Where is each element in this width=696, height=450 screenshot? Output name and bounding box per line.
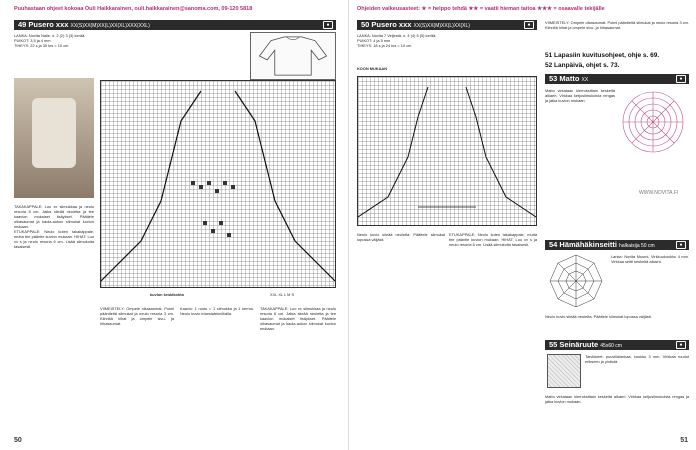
left-text-col4: TAKAKAPPALE: Luo xx silmukkaa ja neulo resoria 8 cm. Jatka sileää neuletta ja tee kaavion mukaiset lisäykset. Päättele olkasaumat ja kaula-aukon silmukat kuvion mukaan. <box>260 306 336 331</box>
size-label-s: S <box>291 292 295 297</box>
size-label-xxl: XXL <box>270 292 278 297</box>
camera-icon: ● <box>524 21 534 29</box>
pattern-50-continued: VIIMEISTELY: Ompele olkasaumat. Poimi pääntieltä silmukat ja neulo resoria 3 cm. Kiinnitä hihat ja ompele sivu- ja hihasaumat. <box>545 20 689 30</box>
left-page-header: Puuhastaan ohjeet kokoaa Ouli Haikkarainen, ouli.haikkarainen@sanoma.com, 09-120 5818 <box>14 6 253 12</box>
left-text-col3: Kaavio: 1 ruutu = 1 silmukka ja 1 kerros. Neulo kuvio intarsiatekniikalla. <box>180 306 254 316</box>
pattern-55-detail: 45x60 cm <box>600 343 622 349</box>
pattern-55-title-bar <box>545 340 689 350</box>
pattern-53-number: 53 Matto <box>549 74 580 83</box>
pattern-49-sizes: XX(S)XX(M)XX(L)XX(XL)XXX(XXL) <box>70 23 150 29</box>
square-motif <box>547 354 581 388</box>
right-page <box>348 0 696 450</box>
size-label-l: L <box>284 292 287 297</box>
needles-text: PUIKOT: 4 ja 5 mm <box>357 38 391 43</box>
left-text-col2: VIIMEISTELY: Ompele olkasaumat. Poimi pääntieltä silmukat ja neulo resoria 3 cm. Kiinnitä hihat ja ompele sivu- ja hihasaumat. <box>100 306 174 326</box>
right-page-number: 51 <box>680 437 688 444</box>
pattern-chart <box>100 80 336 288</box>
pattern-55-text: Tarvikkeet: puuvillalankaa, koukku 3 mm. Virkkaa ruudut erikseen ja yhdistä. <box>585 354 689 364</box>
pattern-49-title-bar <box>14 20 336 30</box>
pattern-49-number: 49 Pusero xxx <box>18 20 69 29</box>
right-text-col2: ETUKAPPALE: Neulo kuten takakappale, mutta tee pääntie kuvion mukaan. HIHAT: Luo xx s ja neulo resoria 6 cm. Lisää silmukoita tasaisesti. <box>449 232 537 247</box>
pattern-49-specs <box>14 33 234 73</box>
chart-center-label: kuvion keskikohta <box>150 292 184 297</box>
pattern-54-title-bar <box>545 240 689 250</box>
rug-diagram <box>617 88 689 156</box>
camera-icon: ● <box>676 241 686 249</box>
gauge-text: TIHEYS: 18 s ja 24 krs = 10 cm <box>357 43 412 48</box>
chart-title: KOON MUKAAN <box>357 66 388 71</box>
front-instructions: ETUKAPPALE: Neulo kuten takakappale, mutta tee pääntie kuvion mukaan. HIHAT: Luo xx s ja neulo resoria 6 cm. Lisää silmukoita tasaisesti. <box>14 229 94 249</box>
materials-text: LANKA: Novita Nalle, n. 2 (2) 3 (3) kerää. <box>14 33 86 38</box>
left-page-number: 50 <box>14 437 22 444</box>
right-text-col1: Neulo kuvio sileää neuletta. Päättele silmukat lopussa väljästi. <box>357 232 445 242</box>
pattern-54-more: Neulo kuvio sileää neuletta. Päättele silmukat lopussa väljästi. <box>545 314 652 319</box>
pattern-50-title-bar <box>357 20 537 30</box>
size-label-m: M <box>287 292 291 297</box>
pattern-52-title: 52 Lanpäivä, ohjet s. 73. <box>545 62 620 69</box>
pattern-55-number: 55 Seinäruute <box>549 340 599 349</box>
pattern-50-sizes: XX(S)XX(M)XX(L)XX(XL) <box>413 23 470 29</box>
watermark-stamp: WWW.NOVITA.FI <box>639 190 679 196</box>
pattern-50-number: 50 Pusero xxx <box>361 20 412 29</box>
size-label-xl: XL <box>278 292 283 297</box>
pattern-54-text: Lanka: Novita Muumi. Virkkuukoukku 4 mm. Virkkaa seitti keskeltä alkaen. <box>611 254 689 264</box>
sweater-photo <box>14 78 94 198</box>
left-text-col1 <box>14 204 94 434</box>
pattern-53-text: Matto virkataan kierroksittain keskeltä alkaen. Virkkaa ketjusilmukoista rengas ja jatka kuvion mukaan. <box>545 88 615 103</box>
sweater-sketch <box>250 32 336 80</box>
body-instructions: TAKAKAPPALE: Luo xx silmukkaa ja neulo resoria 8 cm. Jatka sileää neuletta ja tee kaavion mukaiset lisäykset. Päättele olkasaumat ja kaula-aukon silmukat kuvion mukaan. <box>14 204 94 229</box>
needles-text: PUIKOT: 3,5 ja 4 mm <box>14 38 51 43</box>
right-page-header: Ohjeiden vaikeusasteet: ★ = helppo tehdä ★★ = vaatii hieman taitoa ★★★ = osaavalle tekijälle <box>357 6 605 12</box>
pattern-53-title-bar <box>545 74 689 84</box>
spiderweb-diagram <box>547 252 605 310</box>
pattern-54-number: 54 Hämähäkinseitti <box>549 240 617 249</box>
pattern-54-detail: halkaisija 50 cm <box>619 243 655 249</box>
gauge-text: TIHEYS: 22 s ja 30 krs = 10 cm <box>14 43 69 48</box>
pattern-53-detail: XX <box>581 77 589 83</box>
chart-size-labels <box>270 292 330 300</box>
pattern-50-chart <box>357 76 537 226</box>
pattern-55-more: Matto virkataan kierroksittain keskeltä alkaen. Virkkaa ketjusilmukoista rengas ja jatka kuvion mukaan. <box>545 394 689 404</box>
camera-icon: ● <box>676 341 686 349</box>
pattern-51-title: 51 Lapasiin kuvitusohjeet, ohje s. 69. <box>545 52 660 59</box>
camera-icon: ● <box>323 21 333 29</box>
camera-icon: ● <box>676 75 686 83</box>
pattern-50-specs <box>357 33 537 63</box>
materials-text: LANKA: Novita 7 Veljestä, n. 4 (4) 5 (5) kerää. <box>357 33 437 38</box>
